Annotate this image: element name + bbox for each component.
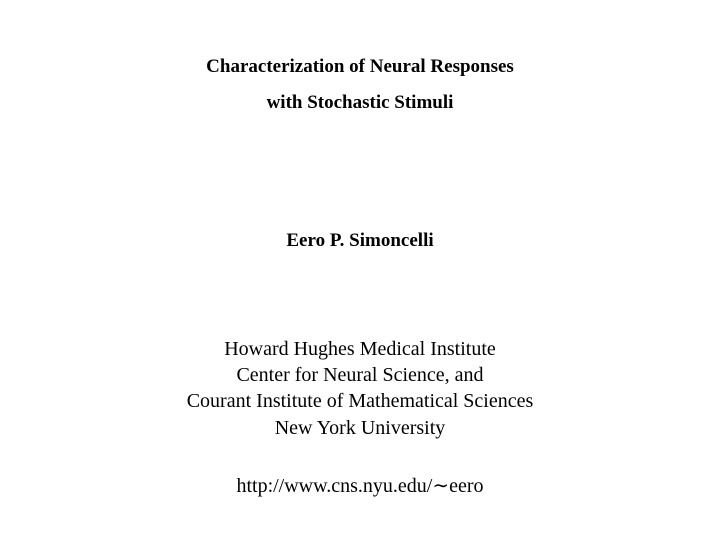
homepage-url: http://www.cns.nyu.edu/∼eero xyxy=(236,475,484,497)
title-line-1: Characterization of Neural Responses xyxy=(206,56,514,77)
title-line-2: with Stochastic Stimuli xyxy=(266,92,454,113)
affiliation-line-4: New York University xyxy=(274,417,446,439)
affiliation-line-3: Courant Institute of Mathematical Sciences xyxy=(186,390,534,412)
author-name: Eero P. Simoncelli xyxy=(286,230,434,251)
affiliation-line-2: Center for Neural Science, and xyxy=(236,364,484,386)
affiliation-line-1: Howard Hughes Medical Institute xyxy=(224,338,496,360)
